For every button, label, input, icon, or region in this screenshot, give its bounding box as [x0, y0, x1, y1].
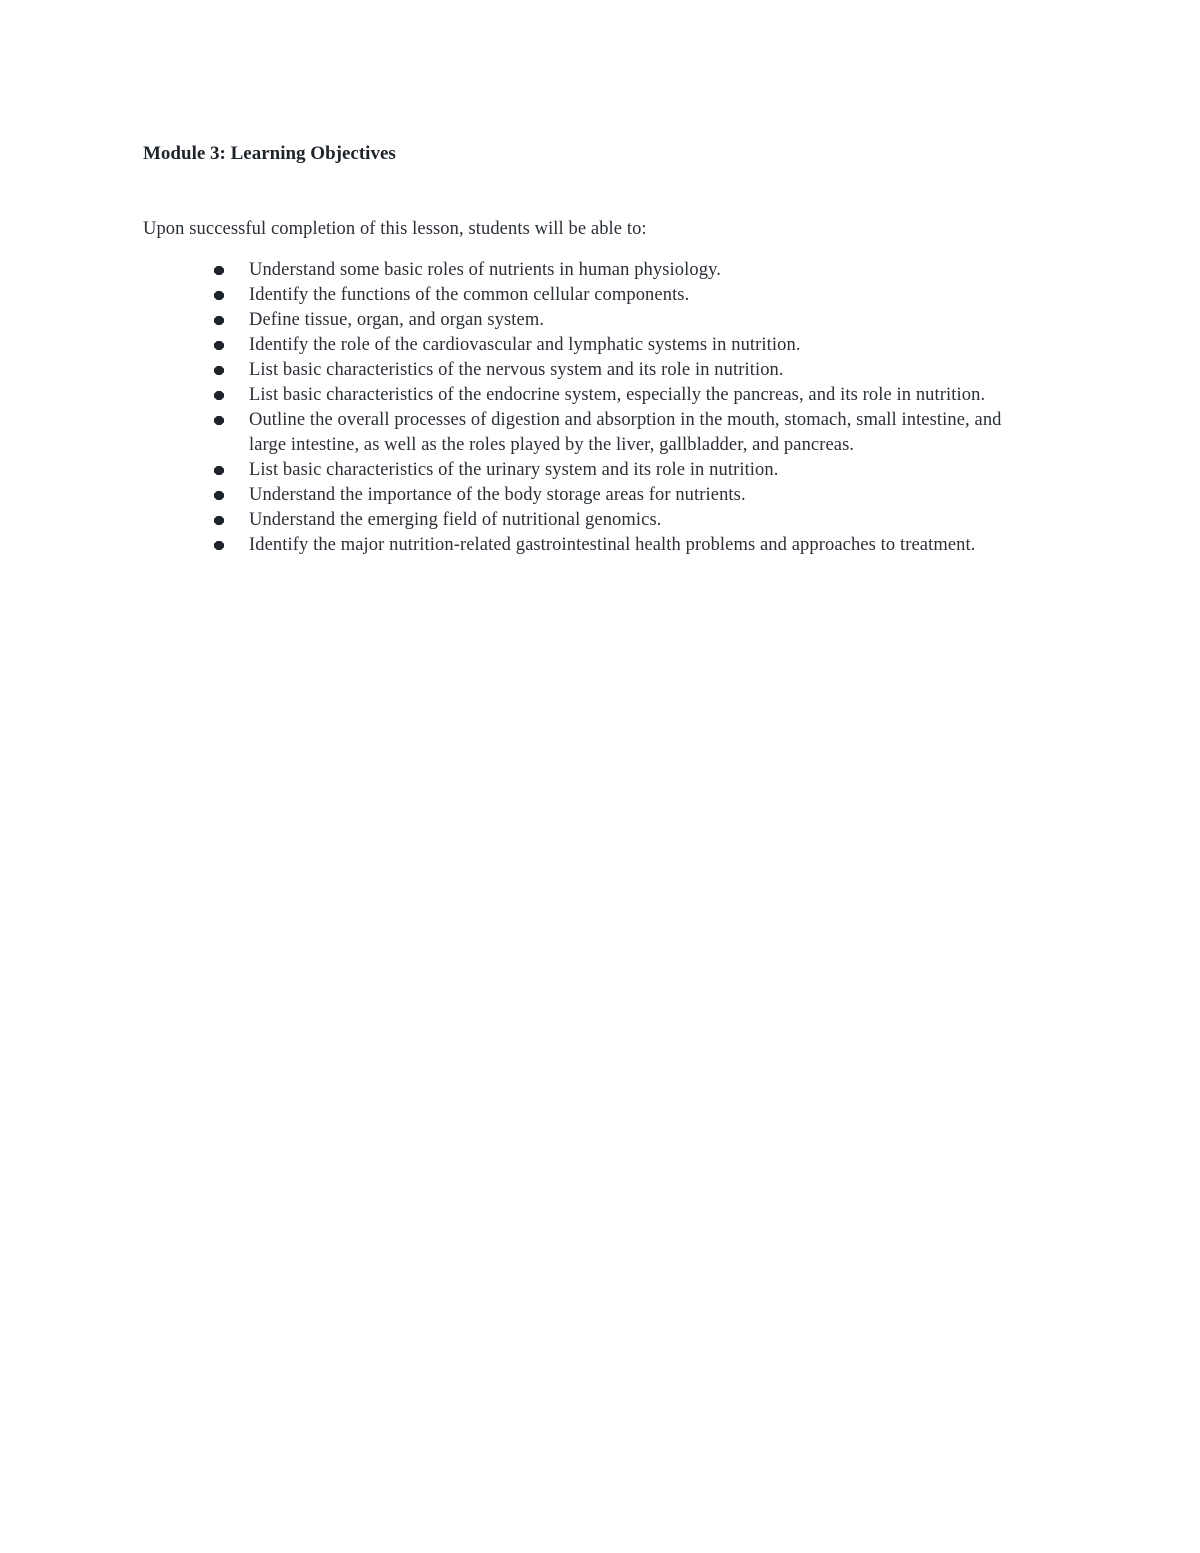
list-item-text: Identify the functions of the common cellular components. — [249, 285, 690, 305]
list-item — [249, 358, 1029, 383]
list-item — [249, 483, 1029, 508]
bullet-icon — [214, 491, 224, 500]
bullet-icon — [214, 516, 224, 525]
list-item-text: Define tissue, organ, and organ system. — [249, 310, 545, 330]
list-item-text: Understand the emerging field of nutritional genomics. — [249, 510, 662, 530]
list-item — [249, 283, 1029, 308]
bullet-icon — [214, 291, 224, 300]
bullet-icon — [214, 541, 224, 550]
objectives-list — [249, 258, 1029, 558]
bullet-icon — [214, 416, 224, 425]
list-item — [249, 458, 1029, 483]
list-item — [249, 533, 1029, 558]
list-item — [249, 333, 1029, 358]
list-item-text: Outline the overall processes of digestion and absorption in the mouth, stomach, small intestine, and large intestine, as well as the roles played by the liver, gallbladder, and pancreas. — [249, 410, 1002, 455]
list-item-text: Understand some basic roles of nutrients in human physiology. — [249, 260, 721, 280]
list-item — [249, 383, 1029, 408]
bullet-icon — [214, 266, 224, 275]
bullet-icon — [214, 391, 224, 400]
intro-paragraph: Upon successful completion of this lesson, students will be able to: — [143, 219, 647, 239]
list-item — [249, 258, 1029, 283]
bullet-icon — [214, 341, 224, 350]
list-item-text: List basic characteristics of the endocrine system, especially the pancreas, and its role in nutrition. — [249, 385, 986, 405]
list-item-text: Understand the importance of the body storage areas for nutrients. — [249, 485, 746, 505]
page-title: Module 3: Learning Objectives — [143, 143, 396, 164]
list-item-text: List basic characteristics of the urinary system and its role in nutrition. — [249, 460, 779, 480]
list-item — [249, 308, 1029, 333]
list-item — [249, 508, 1029, 533]
list-item-text: List basic characteristics of the nervous system and its role in nutrition. — [249, 360, 784, 380]
list-item-text: Identify the role of the cardiovascular and lymphatic systems in nutrition. — [249, 335, 801, 355]
bullet-icon — [214, 366, 224, 375]
bullet-icon — [214, 466, 224, 475]
list-item — [249, 408, 1029, 458]
list-item-text: Identify the major nutrition-related gastrointestinal health problems and approaches to treatment. — [249, 535, 976, 555]
bullet-icon — [214, 316, 224, 325]
